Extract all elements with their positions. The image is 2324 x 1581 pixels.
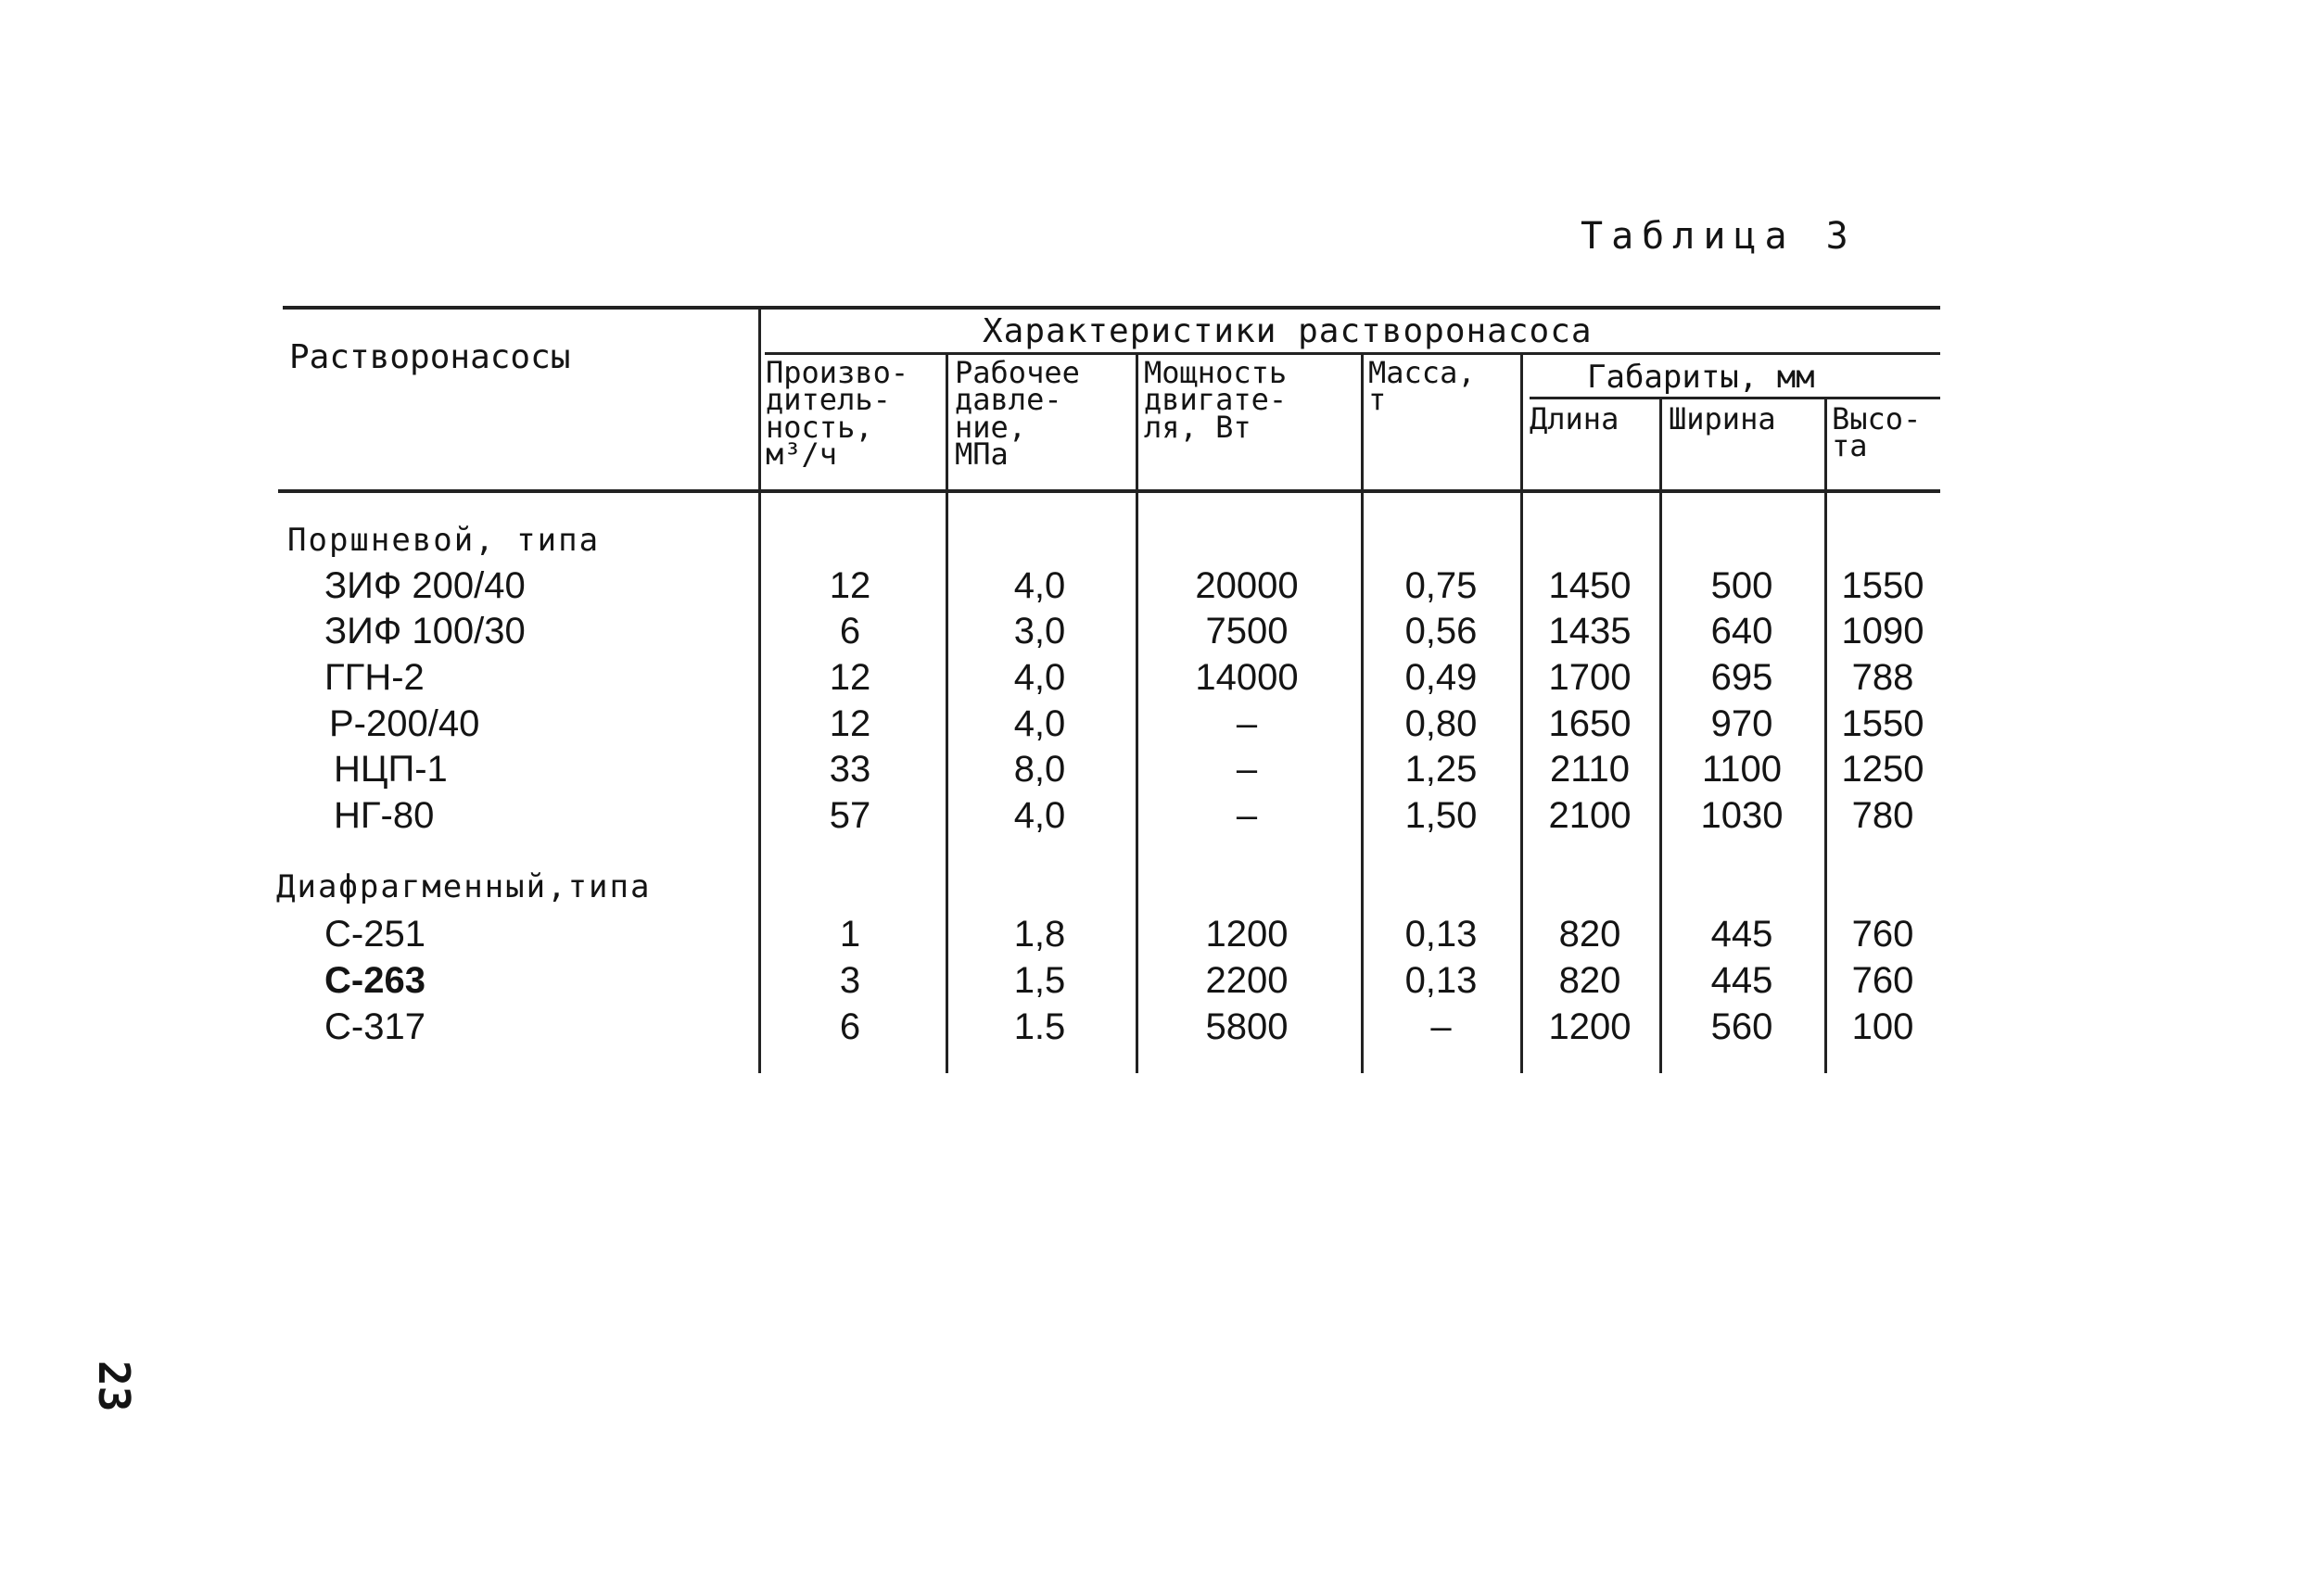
length-cell: 820 — [1558, 914, 1621, 955]
mass-cell: 0,56 — [1404, 611, 1478, 651]
height-cell: 100 — [1851, 1006, 1914, 1047]
pressure-cell: 8,0 — [1013, 749, 1066, 790]
width-cell: 445 — [1710, 914, 1773, 955]
mass-header: Масса, т — [1368, 355, 1476, 418]
power-cell: 5800 — [1205, 1006, 1289, 1047]
productivity-cell: 12 — [829, 657, 871, 698]
power-cell: 20000 — [1195, 565, 1299, 606]
height-cell: 760 — [1851, 960, 1914, 1001]
group-underline — [765, 352, 1940, 355]
productivity-header: Произво- дитель- ность, м³/ч — [766, 355, 909, 473]
length-cell: 1435 — [1548, 611, 1632, 651]
power-cell: – — [1236, 795, 1258, 836]
length-cell: 820 — [1558, 960, 1621, 1001]
model-name: Р-200/40 — [329, 703, 480, 744]
pressure-cell: 4,0 — [1013, 657, 1066, 698]
model-name: ЗИФ 100/30 — [324, 611, 526, 651]
pressure-cell: 1,8 — [1013, 914, 1066, 955]
pressure-cell: 4,0 — [1013, 565, 1066, 606]
height-cell: 780 — [1851, 795, 1914, 836]
productivity-cell: 6 — [839, 611, 861, 651]
model-name: С-317 — [324, 1006, 425, 1047]
height-cell: 1090 — [1841, 611, 1924, 651]
pressure-header: Рабочее давле- ние, МПа — [955, 355, 1080, 473]
page-number: 23 — [89, 1360, 139, 1412]
length-cell: 1450 — [1548, 565, 1632, 606]
column-divider — [1136, 354, 1138, 1073]
height-cell: 1550 — [1841, 565, 1924, 606]
productivity-cell: 3 — [839, 960, 861, 1001]
model-name: ЗИФ 200/40 — [324, 565, 526, 606]
power-header: Мощность двигате- ля, Вт — [1144, 355, 1288, 445]
dims-group-header: Габариты, мм — [1587, 359, 1815, 396]
power-cell: – — [1236, 749, 1258, 790]
column-divider — [1520, 354, 1523, 1073]
mass-cell: 0,13 — [1404, 914, 1478, 955]
height-cell: 1550 — [1841, 703, 1924, 744]
productivity-cell: 12 — [829, 565, 871, 606]
length-header: Длина — [1530, 401, 1619, 436]
pressure-cell: 4,0 — [1013, 703, 1066, 744]
productivity-cell: 12 — [829, 703, 871, 744]
length-cell: 1700 — [1548, 657, 1632, 698]
model-name: НЦП-1 — [334, 749, 448, 790]
width-cell: 500 — [1710, 565, 1773, 606]
mass-cell: 0,13 — [1404, 960, 1478, 1001]
power-cell: 1200 — [1205, 914, 1289, 955]
header-bottom-rule — [278, 489, 1940, 493]
height-cell: 788 — [1851, 657, 1914, 698]
mass-cell: – — [1430, 1006, 1452, 1047]
mass-cell: 0,49 — [1404, 657, 1478, 698]
height-header: Высо- та — [1832, 401, 1922, 464]
power-cell: – — [1236, 703, 1258, 744]
pressure-cell: 3,0 — [1013, 611, 1066, 651]
column-divider — [946, 354, 948, 1073]
productivity-cell: 57 — [829, 795, 871, 836]
dims-underline — [1530, 397, 1940, 399]
productivity-cell: 6 — [839, 1006, 861, 1047]
height-cell: 760 — [1851, 914, 1914, 955]
length-cell: 1200 — [1548, 1006, 1632, 1047]
model-name: НГ-80 — [334, 795, 435, 836]
length-cell: 1650 — [1548, 703, 1632, 744]
power-cell: 2200 — [1205, 960, 1289, 1001]
width-cell: 1030 — [1700, 795, 1784, 836]
width-cell: 695 — [1710, 657, 1773, 698]
mass-cell: 0,80 — [1404, 703, 1478, 744]
mass-cell: 1,50 — [1404, 795, 1478, 836]
row-label-header: Растворонасосы — [289, 338, 571, 376]
power-cell: 7500 — [1205, 611, 1289, 651]
pressure-cell: 4,0 — [1013, 795, 1066, 836]
mass-cell: 1,25 — [1404, 749, 1478, 790]
productivity-cell: 1 — [839, 914, 861, 955]
width-cell: 560 — [1710, 1006, 1773, 1047]
pressure-cell: 1,5 — [1013, 960, 1066, 1001]
model-name: С-263 — [324, 960, 425, 1001]
pressure-cell: 1.5 — [1013, 1006, 1066, 1047]
power-cell: 14000 — [1195, 657, 1299, 698]
width-cell: 640 — [1710, 611, 1773, 651]
section-title: Поршневой, типа — [287, 522, 601, 559]
column-divider — [1824, 398, 1827, 1073]
productivity-cell: 33 — [829, 749, 871, 790]
table-top-rule — [283, 306, 1940, 310]
column-divider — [1659, 398, 1662, 1073]
table-caption: Таблица 3 — [1581, 215, 1857, 258]
mass-cell: 0,75 — [1404, 565, 1478, 606]
width-cell: 445 — [1710, 960, 1773, 1001]
group-header: Характеристики растворонасоса — [983, 312, 1593, 350]
width-header: Ширина — [1669, 401, 1776, 436]
column-divider — [758, 306, 761, 1073]
section-title: Диафрагменный,типа — [276, 868, 652, 905]
length-cell: 2110 — [1549, 749, 1630, 790]
length-cell: 2100 — [1548, 795, 1632, 836]
model-name: ГГН-2 — [324, 657, 425, 698]
model-name: С-251 — [324, 914, 425, 955]
height-cell: 1250 — [1841, 749, 1924, 790]
column-divider — [1361, 354, 1364, 1073]
width-cell: 1100 — [1701, 749, 1782, 790]
width-cell: 970 — [1710, 703, 1773, 744]
